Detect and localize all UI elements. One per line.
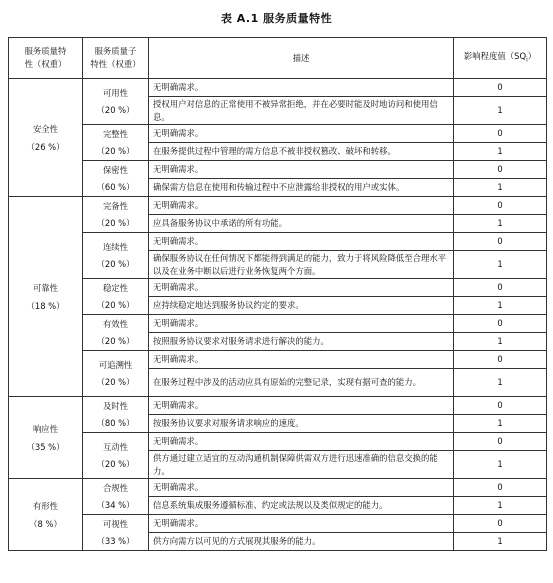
category-name: 响应性	[32, 423, 59, 434]
impact-value-cell: 0	[454, 279, 547, 297]
header-sub-line1: 服务质量子	[94, 46, 137, 56]
impact-value-cell: 0	[454, 125, 547, 143]
table-row	[9, 433, 547, 451]
category-name: 安全性	[32, 123, 59, 134]
sub-characteristic-cell	[83, 433, 149, 479]
description-cell: 无明确需求。	[149, 197, 454, 215]
table-row	[9, 479, 547, 497]
impact-value-cell: 1	[454, 451, 547, 479]
impact-value-cell: 1	[454, 415, 547, 433]
sub-characteristic-name: 可视性	[102, 518, 129, 529]
description-cell: 无明确需求。	[149, 479, 454, 497]
description-cell: 无明确需求。	[149, 351, 454, 369]
impact-value-cell: 0	[454, 433, 547, 451]
description-cell: 无明确需求。	[149, 279, 454, 297]
description-cell: 确保服务协议在任何情况下都能得到满足的能力，致力于将风险降低至合理水平以及在业务中断以后进行业务恢复两个方面。	[149, 251, 454, 279]
impact-value-cell: 0	[454, 351, 547, 369]
sub-characteristic-weight: （80 %）	[96, 417, 135, 428]
impact-value-cell: 1	[454, 369, 547, 397]
impact-value-cell: 0	[454, 397, 547, 415]
description-cell: 确保需方信息在使用和传输过程中不应泄露给非授权的用户或实体。	[149, 179, 454, 197]
description-cell: 无明确需求。	[149, 515, 454, 533]
category-name: 有形性	[32, 500, 59, 511]
sub-characteristic-cell	[83, 197, 149, 233]
category-name: 可靠性	[32, 282, 59, 293]
table-body	[9, 79, 547, 551]
description-cell: 按服务协议要求对服务请求响应的速度。	[149, 415, 454, 433]
sub-characteristic-weight: （20 %）	[96, 258, 135, 269]
sub-characteristic-name: 有效性	[102, 318, 129, 329]
sub-characteristic-cell	[83, 515, 149, 551]
sub-characteristic-cell	[83, 315, 149, 351]
description-cell: 无明确需求。	[149, 161, 454, 179]
sub-characteristic-weight: （20 %）	[96, 145, 135, 156]
sub-characteristic-cell	[83, 351, 149, 397]
description-cell: 在服务提供过程中管理的需方信息不被非授权篡改、破坏和转移。	[149, 143, 454, 161]
sub-characteristic-cell	[83, 397, 149, 433]
sub-characteristic-cell	[83, 479, 149, 515]
header-description: 描述	[149, 38, 454, 79]
header-characteristic-line2: 性（权重）	[24, 59, 67, 69]
impact-value-cell: 1	[454, 533, 547, 551]
description-cell: 在服务过程中涉及的活动应具有原始的完整记录，实现有据可查的能力。	[149, 369, 454, 397]
description-cell: 应持续稳定地达到服务协议约定的要求。	[149, 297, 454, 315]
table-row	[9, 125, 547, 143]
category-weight: （35 %）	[26, 441, 65, 452]
description-cell: 无明确需求。	[149, 79, 454, 97]
category-cell	[9, 79, 83, 197]
sub-characteristic-weight: （20 %）	[96, 376, 135, 387]
category-cell	[9, 397, 83, 479]
sub-characteristic-name: 可追溯性	[98, 359, 133, 370]
description-cell: 供方向需方以可见的方式展现其服务的能力。	[149, 533, 454, 551]
description-cell: 无明确需求。	[149, 125, 454, 143]
table-title: 表 A.1 服务质量特性	[220, 12, 333, 25]
header-sub-characteristic	[83, 38, 149, 79]
description-cell: 无明确需求。	[149, 433, 454, 451]
sub-characteristic-name: 可用性	[102, 87, 129, 98]
impact-value-cell: 0	[454, 515, 547, 533]
sub-characteristic-cell	[83, 125, 149, 161]
description-cell: 无明确需求。	[149, 315, 454, 333]
header-row	[9, 38, 547, 79]
description-cell: 授权用户对信息的正常使用不被异常拒绝，并在必要时能及时地访问和使用信息。	[149, 97, 454, 125]
impact-value-cell: 0	[454, 233, 547, 251]
sub-characteristic-name: 保密性	[102, 164, 129, 175]
sub-characteristic-name: 完备性	[102, 200, 129, 211]
sub-characteristic-weight: （20 %）	[96, 299, 135, 310]
sub-characteristic-name: 完整性	[102, 128, 129, 139]
table-row	[9, 351, 547, 369]
table-row	[9, 315, 547, 333]
header-characteristic-line1: 服务质量特	[24, 46, 67, 56]
description-cell: 按照服务协议要求对服务请求进行解决的能力。	[149, 333, 454, 351]
category-weight: （18 %）	[26, 300, 65, 311]
header-impact-close: ）	[527, 50, 537, 61]
table-row	[9, 197, 547, 215]
category-weight: （26 %）	[26, 141, 65, 152]
sub-characteristic-name: 稳定性	[102, 282, 129, 293]
sub-characteristic-weight: （20 %）	[96, 458, 135, 469]
impact-value-cell: 1	[454, 297, 547, 315]
table-row	[9, 233, 547, 251]
sub-characteristic-name: 连续性	[102, 241, 129, 252]
sub-characteristic-cell	[83, 79, 149, 125]
description-cell: 应具备服务协议中承诺的所有功能。	[149, 215, 454, 233]
impact-value-cell: 1	[454, 333, 547, 351]
sub-characteristic-name: 互动性	[102, 441, 129, 452]
sub-characteristic-weight: （34 %）	[96, 499, 135, 510]
impact-value-cell: 1	[454, 179, 547, 197]
impact-value-cell: 0	[454, 315, 547, 333]
header-impact-text: 影响程度值（SQ	[463, 50, 527, 61]
sub-characteristic-cell	[83, 161, 149, 197]
sub-characteristic-weight: （20 %）	[96, 335, 135, 346]
sub-characteristic-weight: （60 %）	[96, 181, 135, 192]
sub-characteristic-cell	[83, 279, 149, 315]
impact-value-cell: 0	[454, 479, 547, 497]
impact-value-cell: 1	[454, 251, 547, 279]
header-sub-line2: 特性（权重）	[90, 59, 141, 69]
table-row	[9, 161, 547, 179]
description-cell: 无明确需求。	[149, 233, 454, 251]
impact-value-cell: 1	[454, 497, 547, 515]
category-cell	[9, 479, 83, 551]
table-row	[9, 79, 547, 97]
sub-characteristic-name: 合规性	[102, 482, 129, 493]
description-cell: 无明确需求。	[149, 397, 454, 415]
impact-value-cell: 0	[454, 79, 547, 97]
sub-characteristic-weight: （20 %）	[96, 217, 135, 228]
impact-value-cell: 0	[454, 161, 547, 179]
table-row	[9, 279, 547, 297]
header-impact-subscript: i	[526, 56, 528, 64]
category-weight: （8 %）	[29, 518, 62, 529]
table-row	[9, 397, 547, 415]
impact-value-cell: 1	[454, 97, 547, 125]
sub-characteristic-weight: （33 %）	[96, 535, 135, 546]
sub-characteristic-weight: （20 %）	[96, 104, 135, 115]
header-characteristic	[9, 38, 83, 79]
sub-characteristic-name: 及时性	[102, 400, 129, 411]
table-row	[9, 515, 547, 533]
category-cell	[9, 197, 83, 397]
sub-characteristic-cell	[83, 233, 149, 279]
description-cell: 信息系统集成服务遵循标准、约定或法规以及类似规定的能力。	[149, 497, 454, 515]
service-quality-table	[8, 37, 547, 551]
impact-value-cell: 1	[454, 215, 547, 233]
impact-value-cell: 0	[454, 197, 547, 215]
impact-value-cell: 1	[454, 143, 547, 161]
description-cell: 供方通过建立适宜的互动沟通机制保障供需双方进行迅速准确的信息交换的能力。	[149, 451, 454, 479]
header-impact-value	[454, 38, 547, 79]
